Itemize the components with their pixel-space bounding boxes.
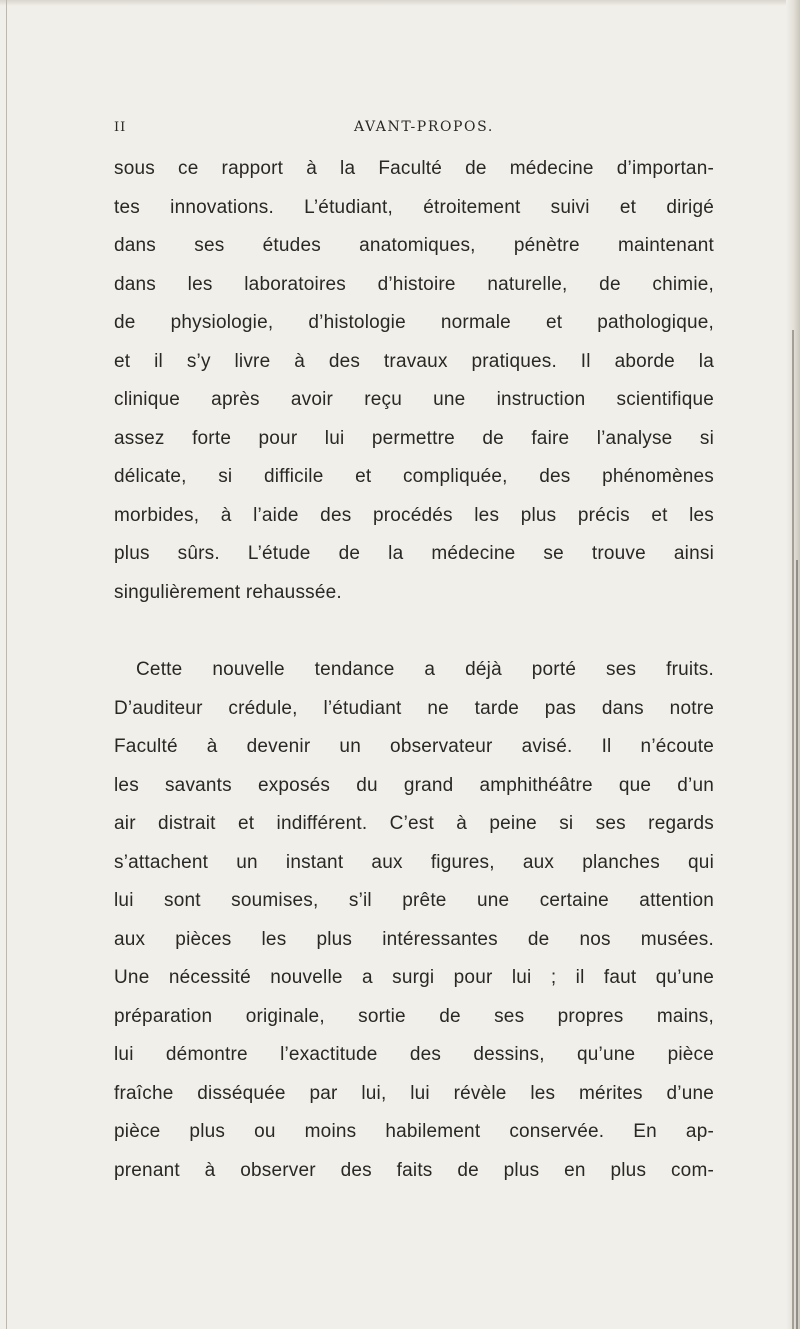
text-line: prenant à observer des faits de plus en plus com- (114, 1159, 714, 1181)
text-line: fraîche disséquée par lui, lui révèle les mérites d’une (114, 1082, 714, 1104)
body-text (114, 150, 714, 1190)
text-line: les savants exposés du grand amphithéâtre que d’un (114, 774, 714, 796)
text-line: délicate, si difficile et compliquée, des phénomènes (114, 466, 714, 487)
text-line: D’auditeur crédule, l’étudiant ne tarde pas dans notre (114, 697, 714, 719)
running-head-title: AVANT-PROPOS. (354, 119, 494, 135)
paragraph-spacer (114, 612, 714, 651)
left-page-rule (6, 0, 7, 1329)
text-line: dans ses études anatomiques, pénètre maintenant (114, 235, 714, 256)
text-line: assez forte pour lui permettre de faire l’analyse si (114, 427, 714, 449)
text-line: Une nécessité nouvelle a surgi pour lui ; il faut qu’une (114, 967, 714, 988)
text-line: et il s’y livre à des travaux pratiques. Il aborde la (114, 350, 714, 372)
page-number: II (114, 120, 127, 135)
running-head (114, 116, 714, 140)
text-line: préparation originale, sortie de ses propres mains, (114, 1005, 714, 1027)
text-line: s’attachent un instant aux figures, aux planches qui (114, 851, 714, 873)
paragraph-2 (114, 651, 714, 1190)
text-line: de physiologie, d’histologie normale et pathologique, (114, 312, 714, 333)
text-line: lui sont soumises, s’il prête une certaine attention (114, 890, 714, 911)
page-top-edge (0, 0, 800, 6)
text-line: Faculté à devenir un observateur avisé. Il n’écoute (114, 736, 714, 757)
text-line: morbides, à l’aide des procédés les plus précis et les (114, 504, 714, 526)
text-line: Cette nouvelle tendance a déjà porté ses fruits. (136, 659, 714, 680)
text-line: lui démontre l’exactitude des dessins, qu’une pièce (114, 1044, 714, 1065)
paragraph-1 (114, 150, 714, 612)
text-line: singulièrement rehaussée. (114, 581, 342, 603)
text-line: dans les laboratoires d’histoire naturelle, de chimie, (114, 273, 714, 295)
text-line: tes innovations. L’étudiant, étroitement suivi et dirigé (114, 196, 714, 218)
text-line: aux pièces les plus intéressantes de nos musées. (114, 928, 714, 950)
text-line: air distrait et indifférent. C’est à peine si ses regards (114, 813, 714, 834)
text-line: clinique après avoir reçu une instruction scientifique (114, 389, 714, 410)
text-line: plus sûrs. L’étude de la médecine se trouve ainsi (114, 543, 714, 564)
text-line: sous ce rapport à la Faculté de médecine d’importan- (114, 158, 714, 179)
binding-shadow-line (792, 330, 794, 1329)
binding-shadow-line-secondary (796, 560, 798, 1329)
text-line: pièce plus ou moins habilement conservée. En ap- (114, 1121, 714, 1142)
